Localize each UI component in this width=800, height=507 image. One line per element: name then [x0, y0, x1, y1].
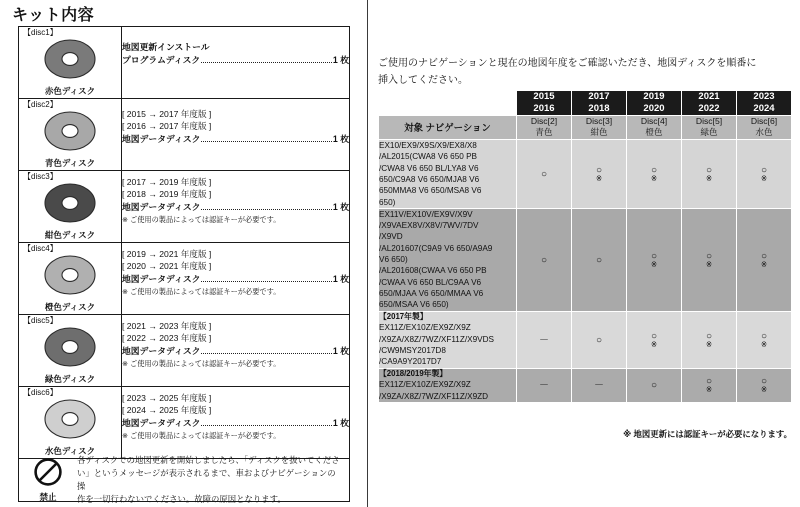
table-row [19, 99, 350, 171]
nav-model-cell-2 [379, 209, 516, 311]
mark-cell-r4c5 [737, 369, 791, 402]
disc-icon [19, 326, 121, 373]
dot-leader [201, 62, 332, 63]
disc-year-range-1: [ 2017 → 2019 年度版 ] [122, 177, 212, 187]
cd-disc-icon [43, 254, 97, 296]
disc-item-line [122, 54, 349, 67]
header-spacer [379, 91, 516, 115]
model-year-tag: 【2017年製】 [379, 311, 428, 321]
year-top: 2017 [588, 91, 610, 102]
disc-header-row [379, 116, 791, 139]
mark-asterisk: ※ [760, 259, 768, 269]
mark-cell-r3c1 [517, 312, 571, 368]
mark-symbol: ○ [760, 330, 768, 342]
disc-color: 橙色 [645, 127, 663, 138]
disc-info-cell-5 [122, 315, 350, 387]
year-bottom: 2018 [588, 102, 610, 114]
prohibition-text-line-1: 各ディスクでの地図更新を開始しましたら、「ディスクを抜いてくださ [77, 454, 340, 465]
model-line: /AL201607(C9A9 V6 650/A9A9 [379, 243, 493, 253]
mark-asterisk: ※ [650, 339, 658, 349]
disc-auth-note: ※ ご使用の製品によっては認証キーが必要です。 [122, 287, 281, 297]
model-line: /AL201608(CWAA V6 650 PB [379, 266, 487, 276]
mark-symbol: ○ [650, 380, 658, 392]
mark-symbol: ○ [650, 164, 658, 176]
mark-asterisk: ※ [705, 259, 713, 269]
disc-number: Disc[6] [750, 115, 778, 126]
disc-image-cell-6 [19, 387, 122, 459]
mark-cell-r2c2 [572, 209, 626, 311]
year-bottom: 2016 [533, 102, 555, 114]
disc-year-range-2: [ 2022 → 2023 年度版 ] [122, 333, 212, 344]
mark-cell-r3c2 [572, 312, 626, 368]
disc-id-label: 【disc3】 [23, 172, 58, 181]
mark-asterisk: ※ [650, 173, 658, 183]
prohibition-label: 禁止 [39, 492, 57, 502]
mark-cell-r4c2 [572, 369, 626, 402]
disc-auth-note: ※ ご使用の製品によっては認証キーが必要です。 [122, 431, 281, 441]
disc-image-cell-1 [19, 27, 122, 99]
mark-cell-r3c5 [737, 312, 791, 368]
model-line: /X9ZA/X8Z/7WZ/XF11Z/X9ZD [379, 391, 489, 401]
mark-asterisk: ※ [705, 385, 713, 395]
disc-header-2 [572, 116, 626, 139]
model-line: /CW9MSY2017D8 [379, 346, 446, 355]
prohibition-text-line-3: 作を一切行わないでください。故障の原因となります。 [77, 494, 286, 505]
model-line: /X9ZA/X8Z/7WZ/XF11Z/X9VDS [379, 334, 494, 344]
disc-image-cell-4 [19, 243, 122, 315]
intro-line-1: ご使用のナビゲーションと現在の地図年度をご確認いただき、地図ディスクを順番に [378, 58, 757, 69]
disc-header-5 [737, 116, 791, 139]
navigation-disc-matrix-table [378, 90, 792, 403]
disc-icon [19, 398, 121, 445]
disc-item-line [122, 133, 349, 146]
dot-leader [201, 281, 331, 282]
disc-number: Disc[2] [530, 115, 558, 126]
disc-info-cell-1 [122, 27, 350, 99]
cd-disc-icon [43, 326, 97, 368]
table-row [379, 209, 791, 311]
model-line: EX11Z/EX10Z/EX9Z/X9Z [379, 323, 471, 333]
disc-id-label: 【disc5】 [23, 316, 58, 325]
mark-cell-r2c4 [682, 209, 736, 311]
intro-instructions [378, 56, 796, 89]
mark-symbol: ○ [705, 164, 713, 176]
prohibition-warning-box [18, 454, 350, 505]
mark-symbol: ○ [760, 250, 768, 262]
table-row [19, 387, 350, 459]
disc-auth-note: ※ ご使用の製品によっては認証キーが必要です。 [122, 215, 281, 225]
disc-color: 緑色 [700, 127, 718, 138]
disc-item-count: 1 枚 [332, 201, 349, 212]
dot-leader [201, 425, 331, 426]
disc-year-range-2: [ 2024 → 2025 年度版 ] [122, 405, 212, 416]
model-line: 650) [379, 197, 396, 207]
disc-number: Disc[3] [585, 115, 613, 126]
disc-year-range-2: [ 2018 → 2019 年度版 ] [122, 189, 212, 200]
mark-asterisk: ※ [650, 259, 658, 269]
mark-cell-r3c4 [682, 312, 736, 368]
mark-asterisk: ※ [705, 173, 713, 183]
disc-image-cell-2 [19, 99, 122, 171]
dot-leader [201, 141, 331, 142]
cd-disc-icon [43, 110, 97, 152]
disc-main-label [122, 41, 349, 54]
disc-item-count: 1 枚 [332, 55, 349, 66]
disc-item-name: 地図データディスク [122, 133, 201, 144]
model-line: EX11V/EX10V/EX9V/X9V [379, 209, 473, 219]
model-line: /CWAA V6 650 BL/C9AA V6 [379, 277, 482, 287]
mark-cell-r4c1 [517, 369, 571, 402]
table-row [19, 171, 350, 243]
mark-cell-r4c3 [627, 369, 681, 402]
mark-symbol: ○ [650, 330, 658, 342]
year-header-4 [682, 91, 736, 115]
disc-item-name: プログラムディスク [122, 55, 201, 66]
disc-color-name: 青色ディスク [44, 158, 96, 168]
model-line: 650/C9A8 V6 650/MJA8 V6 [379, 174, 480, 184]
mark-cell-r2c3 [627, 209, 681, 311]
disc-color-name: 緑色ディスク [44, 374, 96, 384]
table-row [19, 243, 350, 315]
disc-color-name: 水色ディスク [44, 446, 96, 456]
mark-symbol: ○ [760, 164, 768, 176]
mark-symbol: － [539, 380, 549, 392]
mark-symbol: ○ [705, 330, 713, 342]
kit-contents-panel [0, 0, 368, 507]
disc-year-range-2: [ 2016 → 2017 年度版 ] [122, 121, 212, 132]
year-top: 2015 [533, 91, 555, 102]
mark-symbol: ○ [540, 254, 548, 266]
model-line: /X9VD [379, 232, 403, 242]
mark-cell-r1c4 [682, 140, 736, 208]
mark-cell-r2c1 [517, 209, 571, 311]
disc-item-line [122, 273, 349, 286]
prohibition-text [77, 454, 349, 506]
model-line: EX11Z/EX10Z/EX9Z/X9Z [379, 380, 471, 390]
disc-color-name: 橙色ディスク [44, 302, 96, 312]
mark-cell-r2c5 [737, 209, 791, 311]
nav-table-body [379, 91, 791, 402]
mark-symbol: ○ [595, 334, 603, 346]
disc-year-range-2: [ 2020 → 2021 年度版 ] [122, 261, 212, 272]
cd-disc-icon [43, 38, 97, 80]
disc-table-body [19, 27, 350, 459]
model-line: /X9VAEX8V/X8V/7WV/7DV [379, 221, 479, 231]
model-line: 650/MJAA V6 650/MMAA V6 [379, 289, 484, 298]
disc-year-range-1: [ 2019 → 2021 年度版 ] [122, 249, 212, 259]
disc-item-name: 地図データディスク [122, 417, 201, 428]
model-line: 650MMA8 V6 650/MSA8 V6 [379, 186, 482, 196]
model-line: V6 650) [379, 255, 408, 265]
disc-item-line [122, 201, 349, 214]
disc-item-count: 1 枚 [332, 417, 349, 428]
year-header-5 [737, 91, 791, 115]
mark-symbol: ○ [705, 250, 713, 262]
table-row [19, 315, 350, 387]
disc-image-cell-3 [19, 171, 122, 243]
mark-cell-r4c4 [682, 369, 736, 402]
disc-icon [19, 38, 121, 85]
year-header-2 [572, 91, 626, 115]
mark-symbol: － [594, 380, 604, 392]
prohibition-icon [33, 457, 63, 487]
cd-disc-icon [43, 182, 97, 224]
disc-info-cell-3 [122, 171, 350, 243]
model-line: 650/MSAA V6 650) [379, 300, 449, 310]
prohibition-text-line-2: い」というメッセージが表示されるまで、車およびナビゲーションの操 [77, 467, 336, 491]
nav-model-cell-3 [379, 312, 516, 368]
dot-leader [201, 209, 331, 210]
mark-symbol: － [539, 334, 549, 346]
mark-asterisk: ※ [760, 339, 768, 349]
mark-cell-r1c3 [627, 140, 681, 208]
disc-auth-note: ※ ご使用の製品によっては認証キーが必要です。 [122, 359, 281, 369]
disc-item-name: 地図データディスク [122, 273, 201, 284]
disc-number: Disc[4] [640, 115, 668, 126]
intro-line-2: 挿入してください。 [378, 74, 468, 86]
table-footnote: ※ 地図更新には認証キーが必要になります。 [623, 429, 792, 439]
mark-symbol: ○ [540, 168, 548, 180]
mark-asterisk: ※ [760, 173, 768, 183]
disc-id-label: 【disc2】 [23, 100, 58, 109]
page-title: キット内容 [12, 7, 95, 24]
nav-model-cell-4 [379, 369, 516, 402]
mark-symbol: ○ [705, 376, 713, 388]
disc-color-name: 赤色ディスク [44, 86, 96, 96]
disc-item-count: 1 枚 [332, 133, 349, 144]
disc-color: 水色 [755, 127, 773, 138]
model-line: /CWA8 V6 650 BL/LYA8 V6 [379, 163, 479, 173]
disc-header-3 [627, 116, 681, 139]
disc-item-line [122, 345, 349, 358]
prohibition-icon-group [19, 457, 77, 503]
year-top: 2019 [643, 91, 665, 102]
mark-asterisk: ※ [595, 173, 603, 183]
mark-cell-r1c1 [517, 140, 571, 208]
table-row [19, 27, 350, 99]
disc-item-name: 地図データディスク [122, 345, 201, 356]
table-row [379, 369, 791, 402]
model-line: EX10/EX9/X9S/X9/EX8/X8 [379, 140, 477, 150]
disc-id-label: 【disc4】 [23, 244, 58, 253]
nav-model-cell-1 [379, 140, 516, 208]
mark-cell-r1c2 [572, 140, 626, 208]
disc-contents-table [18, 26, 350, 459]
mark-symbol: ○ [595, 164, 603, 176]
dot-leader [201, 353, 331, 354]
mark-cell-r3c3 [627, 312, 681, 368]
disc-color: 青色 [535, 127, 553, 138]
disc-image-cell-5 [19, 315, 122, 387]
mark-symbol: ○ [595, 254, 603, 266]
year-bottom: 2024 [753, 102, 775, 114]
cd-disc-icon [43, 398, 97, 440]
year-header-row [379, 91, 791, 115]
mark-cell-r1c5 [737, 140, 791, 208]
disc-number: Disc[5] [695, 115, 723, 126]
model-line: /AL2015(CWA8 V6 650 PB [379, 152, 478, 162]
disc-year-range-1: [ 2015 → 2017 年度版 ] [122, 109, 212, 119]
disc-year-range-1: [ 2021 → 2023 年度版 ] [122, 321, 212, 331]
disc-icon [19, 110, 121, 157]
nav-column-header: 対象 ナビゲーション [379, 116, 516, 139]
disc-color: 紺色 [590, 127, 608, 138]
table-row [379, 140, 791, 208]
mark-symbol: ○ [650, 250, 658, 262]
year-top: 2021 [698, 91, 720, 102]
disc-header-1 [517, 116, 571, 139]
year-bottom: 2022 [698, 102, 720, 114]
table-row [379, 312, 791, 368]
year-top: 2023 [753, 91, 775, 102]
disc-info-cell-6 [122, 387, 350, 459]
year-bottom: 2020 [643, 102, 665, 114]
disc-color-name: 紺色ディスク [44, 230, 96, 240]
navigation-compatibility-panel [368, 0, 800, 507]
disc-id-label: 【disc1】 [23, 28, 58, 37]
disc-icon [19, 254, 121, 301]
year-header-3 [627, 91, 681, 115]
disc-id-label: 【disc6】 [23, 388, 58, 397]
disc-item-count: 1 枚 [332, 273, 349, 284]
mark-asterisk: ※ [760, 385, 768, 395]
mark-asterisk: ※ [705, 339, 713, 349]
model-year-tag: 【2018/2019年製】 [379, 368, 448, 378]
disc-info-cell-2 [122, 99, 350, 171]
year-header-1 [517, 91, 571, 115]
disc-header-4 [682, 116, 736, 139]
disc-main-label-text: 地図更新インストール [122, 42, 210, 52]
disc-item-line [122, 417, 349, 430]
model-line: /CA9A9Y2017D7 [379, 357, 442, 367]
mark-symbol: ○ [760, 376, 768, 388]
disc-item-count: 1 枚 [332, 345, 349, 356]
disc-info-cell-4 [122, 243, 350, 315]
disc-year-range-1: [ 2023 → 2025 年度版 ] [122, 393, 212, 403]
disc-icon [19, 182, 121, 229]
disc-item-name: 地図データディスク [122, 201, 201, 212]
